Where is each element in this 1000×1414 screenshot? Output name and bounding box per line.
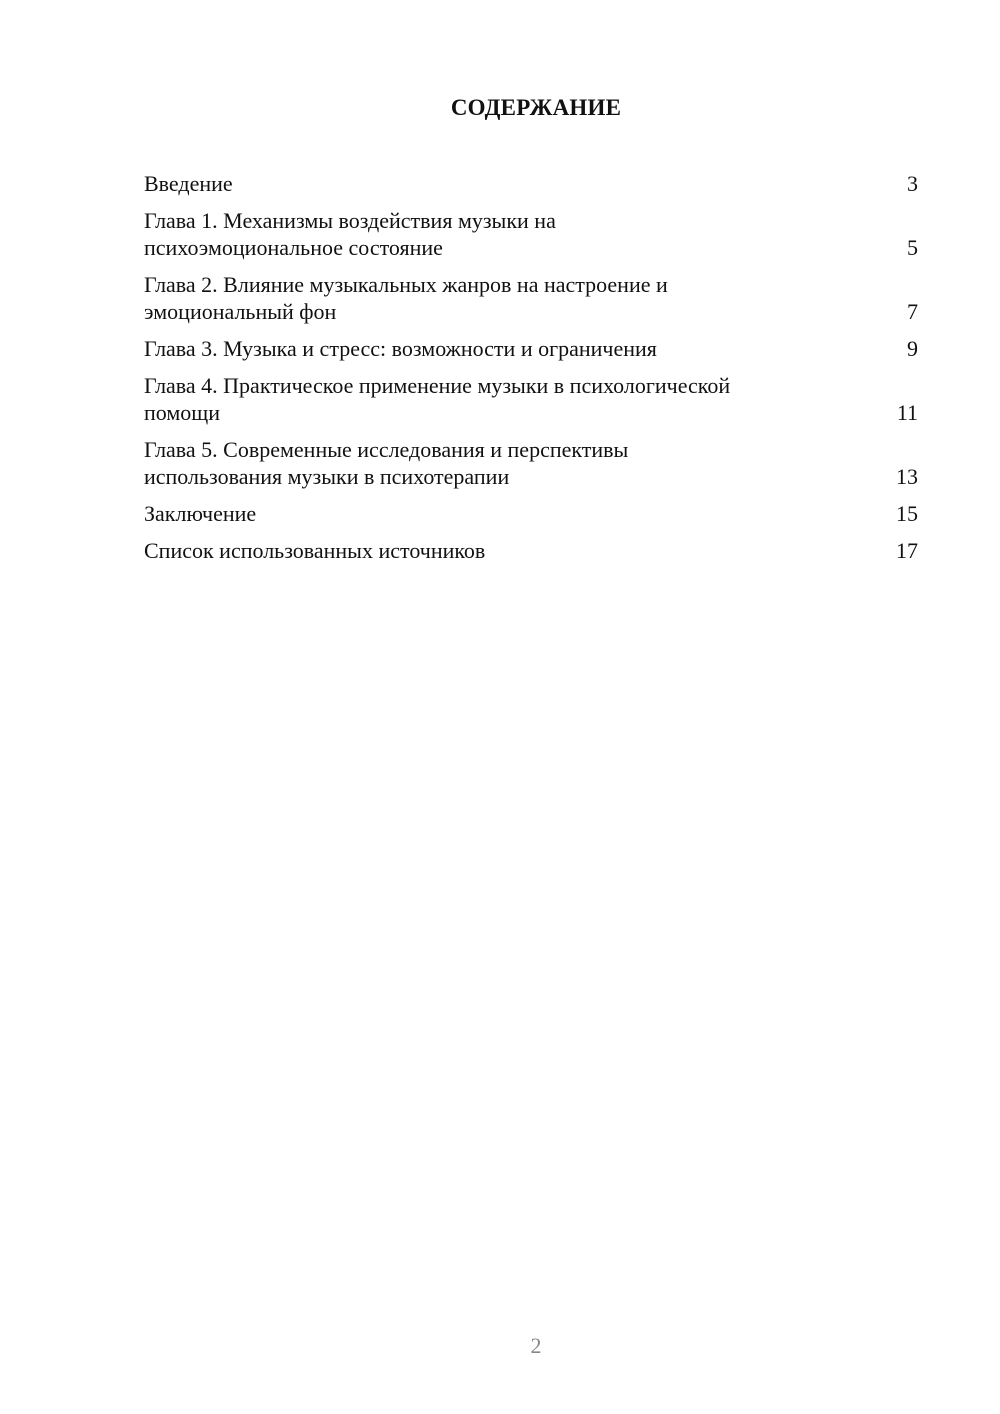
toc-entry-line: Глава 2. Влияние музыкальных жанров на настроение и <box>144 272 668 297</box>
toc-entry-text <box>144 537 485 564</box>
page-title: СОДЕРЖАНИЕ <box>450 95 622 120</box>
toc-entry-line: эмоциональный фон <box>144 299 337 324</box>
toc-entry-line: использования музыки в психотерапии <box>144 464 510 489</box>
toc-entry-line: Глава 4. Практическое применение музыки в психологической <box>144 373 731 398</box>
toc-entry-text <box>144 207 556 261</box>
toc-entry-line: помощи <box>144 400 220 425</box>
toc-entry-chapter-4 <box>144 372 920 426</box>
toc-entry-line: Глава 5. Современные исследования и перспективы <box>144 437 629 462</box>
toc-entry-page: 15 <box>896 501 918 526</box>
toc-entry-page: 9 <box>907 336 918 361</box>
toc-entry-introduction <box>144 170 920 197</box>
toc-entry-text <box>144 271 668 325</box>
toc-entry-references <box>144 537 920 564</box>
toc-entry-chapter-5 <box>144 436 920 490</box>
toc-entry-text <box>144 372 730 426</box>
toc-entry-line: Список использованных источников <box>144 538 486 563</box>
toc-entry-text <box>144 170 233 197</box>
toc-entry-page: 17 <box>896 538 918 563</box>
table-of-contents <box>144 170 920 574</box>
toc-entry-page: 7 <box>907 299 918 324</box>
toc-entry-chapter-3 <box>144 335 920 362</box>
toc-entry-line: Заключение <box>144 501 257 526</box>
toc-entry-page: 11 <box>896 400 918 425</box>
toc-entry-page: 5 <box>907 235 918 260</box>
page-number: 2 <box>530 1333 542 1358</box>
toc-entry-line: Введение <box>144 171 233 196</box>
toc-entry-text <box>144 436 628 490</box>
toc-entry-page: 3 <box>907 171 918 196</box>
toc-entry-text <box>144 500 256 527</box>
toc-entry-chapter-1 <box>144 207 920 261</box>
toc-entry-line: Глава 1. Механизмы воздействия музыки на <box>144 208 556 233</box>
toc-entry-chapter-2 <box>144 271 920 325</box>
toc-entry-line: Глава 3. Музыка и стресс: возможности и ограничения <box>144 336 657 361</box>
toc-entry-text <box>144 335 657 362</box>
toc-entry-page: 13 <box>896 464 918 489</box>
toc-entry-line: психоэмоциональное состояние <box>144 235 443 260</box>
toc-entry-conclusion <box>144 500 920 527</box>
